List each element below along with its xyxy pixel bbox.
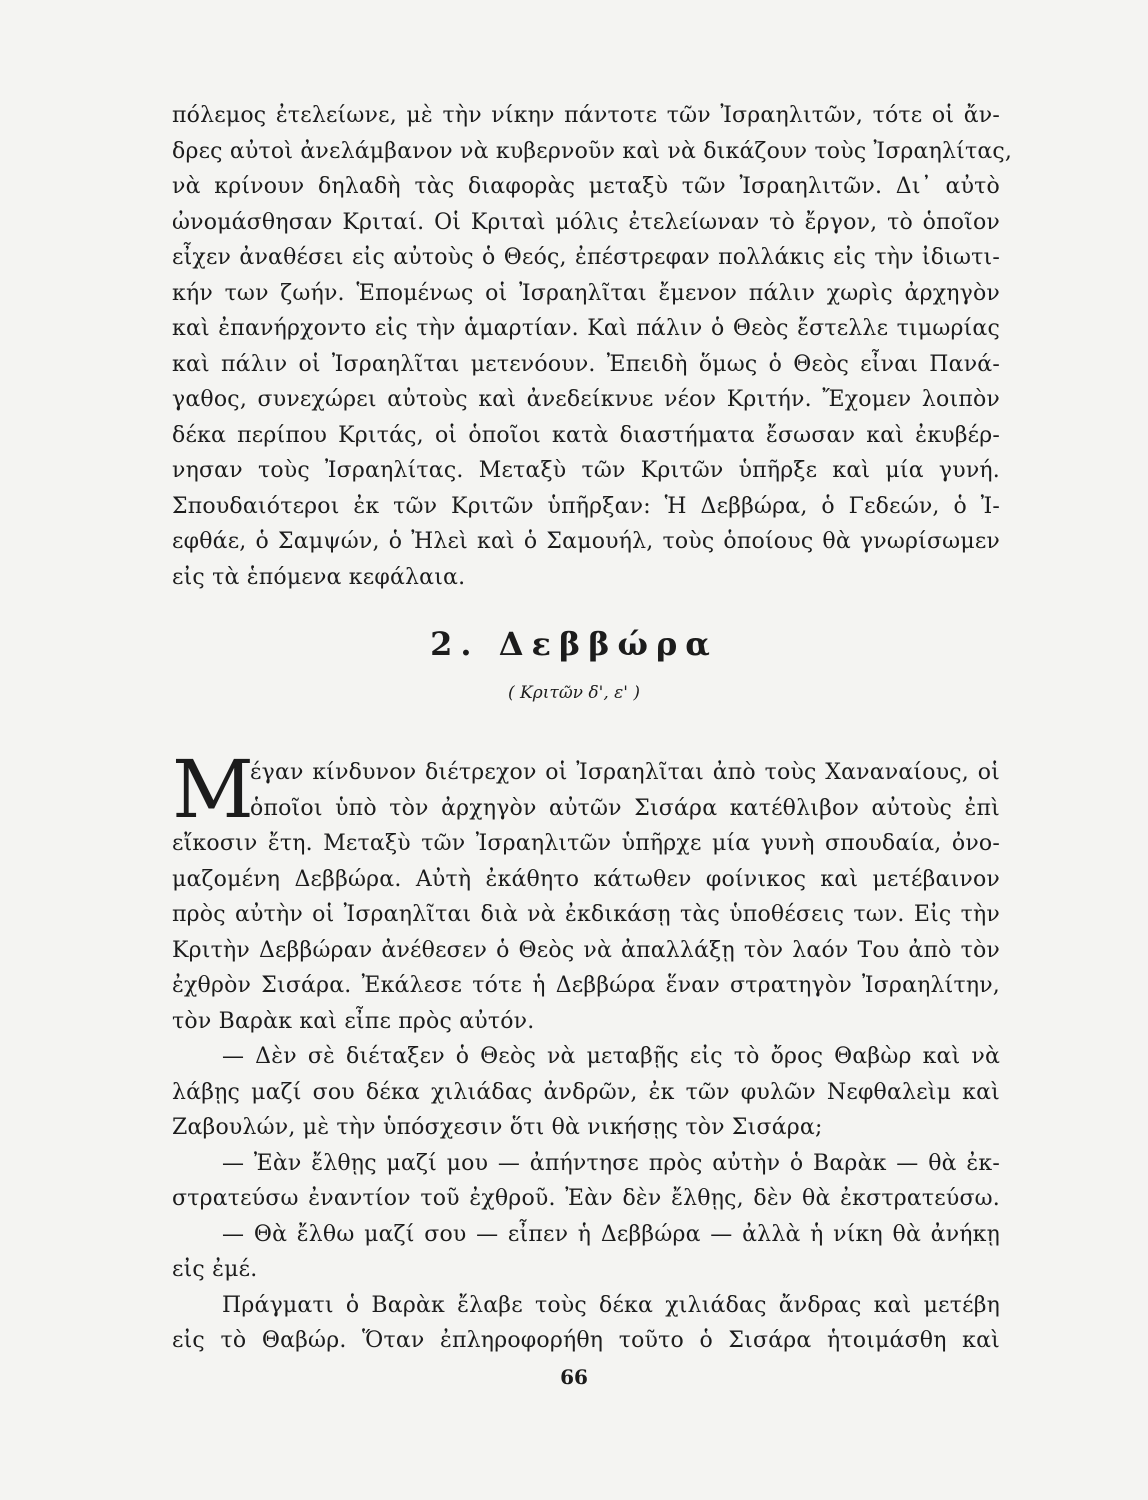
text-line: εἴκοσιν ἔτη. Μεταξὺ τῶν Ἰσραηλιτῶν ὑπῆρχε μία γυνὴ σπουδαία, ὀνο- [172, 831, 1000, 856]
text-line: Κριτὴν Δεββώραν ἀνέθεσεν ὁ Θεὸς νὰ ἀπαλλάξῃ τὸν λαόν Του ἀπὸ τὸν [172, 937, 1000, 963]
dialogue-line: — Θὰ ἔλθω μαζί σου — εἶπεν ἡ Δεββώρα — ἀλλὰ ἡ νίκη θὰ ἀνήκῃ [222, 1221, 1000, 1247]
text-line: εἶχεν ἀναθέσει εἰς αὐτοὺς ὁ Θεός, ἐπέστρεφαν πολλάκις εἰς τὴν ἰδιωτι- [172, 245, 1000, 270]
text-line: ὁποῖοι ὑπὸ τὸν ἀρχηγὸν αὐτῶν Σισάρα κατέθλιβον αὐτοὺς ἐπὶ [250, 795, 1000, 821]
text-line: πόλεμος ἐτελείωνε, μὲ τὴν νίκην πάντοτε τῶν Ἰσραηλιτῶν, τότε οἱ ἄν- [172, 103, 1000, 128]
text-line: πρὸς αὐτὴν οἱ Ἰσραηλῖται διὰ νὰ ἐκδικάσῃ τὰς ὑποθέσεις των. Εἰς τὴν [172, 902, 1000, 927]
dialogue-line: — Δὲν σὲ διέταξεν ὁ Θεὸς νὰ μεταβῇς εἰς τὸ ὄρος Θαβὼρ καὶ νὰ [222, 1044, 1000, 1069]
text-line: μαζομένη Δεββώρα. Αὐτὴ ἐκάθητο κάτωθεν φοίνικος καὶ μετέβαινον [172, 866, 1000, 892]
main-paragraph [172, 755, 1000, 1359]
text-line: εἰς ἐμέ. [172, 1257, 258, 1282]
text-line: εἰς τὸ Θαβώρ. Ὅταν ἐπληροφορήθη τοῦτο ὁ Σισάρα ἡτοιμάσθη καὶ [172, 1328, 1000, 1353]
text-line: κήν των ζωήν. Ἑπομένως οἱ Ἰσραηλῖται ἔμενον πάλιν χωρὶς ἀρχηγὸν [172, 280, 1000, 306]
text-line: γαθος, συνεχώρει αὐτοὺς καὶ ἀνεδείκνυε νέον Κριτήν. Ἔχομεν λοιπὸν [172, 387, 1000, 412]
text-line: δέκα περίπου Κριτάς, οἱ ὁποῖοι κατὰ διαστήματα ἔσωσαν καὶ ἐκυβέρ- [172, 422, 1000, 448]
text-line: τὸν Βαρὰκ καὶ εἶπε πρὸς αὐτόν. [172, 1008, 535, 1034]
text-line: ἐχθρὸν Σισάρα. Ἐκάλεσε τότε ἡ Δεββώρα ἕναν στρατηγὸν Ἰσραηλίτην, [172, 973, 1000, 998]
text-line: νὰ κρίνουν δηλαδὴ τὰς διαφορὰς μεταξὺ τῶν Ἰσραηλιτῶν. Δι᾿ αὐτὸ [172, 174, 1000, 199]
intro-paragraph [172, 98, 1013, 595]
text-line: στρατεύσω ἐναντίον τοῦ ἐχθροῦ. Ἐὰν δὲν ἔλθῃς, δὲν θὰ ἐκστρατεύσω. [172, 1186, 1000, 1211]
text-line: εἰς τὰ ἑπόμενα κεφάλαια. [172, 564, 466, 590]
text-line: καὶ πάλιν οἱ Ἰσραηλῖται μετενόουν. Ἐπειδὴ ὅμως ὁ Θεὸς εἶναι Πανά- [172, 351, 1000, 377]
text-line: εφθάε, ὁ Σαμψών, ὁ Ἠλεὶ καὶ ὁ Σαμουήλ, τοὺς ὁποίους θὰ γνωρίσωμεν [172, 529, 1000, 554]
text-line: δρες αὐτοὶ ἀνελάμβανον νὰ κυβερνοῦν καὶ νὰ δικάζουν τοὺς Ἰσραηλίτας, [172, 138, 1013, 164]
drop-cap: Μ [172, 743, 254, 836]
chapter-reference: ( Κριτῶν δ', ε' ) [508, 683, 640, 703]
text-line: Πράγματι ὁ Βαρὰκ ἔλαβε τοὺς δέκα χιλιάδας ἄνδρας καὶ μετέβη [222, 1292, 1000, 1318]
chapter-title: 2. Δεββώρα [430, 625, 718, 663]
text-line: καὶ ἐπανήρχοντο εἰς τὴν ἁμαρτίαν. Καὶ πάλιν ὁ Θεὸς ἔστελλε τιμωρίας [172, 316, 1000, 341]
text-line: λάβῃς μαζί σου δέκα χιλιάδας ἀνδρῶν, ἐκ τῶν φυλῶν Νεφθαλεὶμ καὶ [172, 1079, 1000, 1105]
text-line: έγαν κίνδυνον διέτρεχον οἱ Ἰσραηλῖται ἀπὸ τοὺς Χαναναίους, οἱ [250, 760, 1000, 785]
page-number: 66 [560, 1365, 588, 1389]
text-line: ὠνομάσθησαν Κριταί. Οἱ Κριταὶ μόλις ἐτελείωναν τὸ ἔργον, τὸ ὁποῖον [172, 209, 1000, 235]
text-line: Σπουδαιότεροι ἐκ τῶν Κριτῶν ὑπῆρξαν: Ἡ Δεββώρα, ὁ Γεδεών, ὁ Ἰ- [172, 493, 1000, 519]
dialogue-line: — Ἐὰν ἔλθῃς μαζί μου — ἀπήντησε πρὸς αὐτὴν ὁ Βαρὰκ — θὰ ἐκ- [222, 1150, 1000, 1176]
text-line: Ζαβουλών, μὲ τὴν ὑπόσχεσιν ὅτι θὰ νικήσῃς τὸν Σισάρα; [172, 1115, 823, 1140]
text-line: νησαν τοὺς Ἰσραηλίτας. Μεταξὺ τῶν Κριτῶν ὑπῆρξε καὶ μία γυνή. [172, 458, 1000, 483]
